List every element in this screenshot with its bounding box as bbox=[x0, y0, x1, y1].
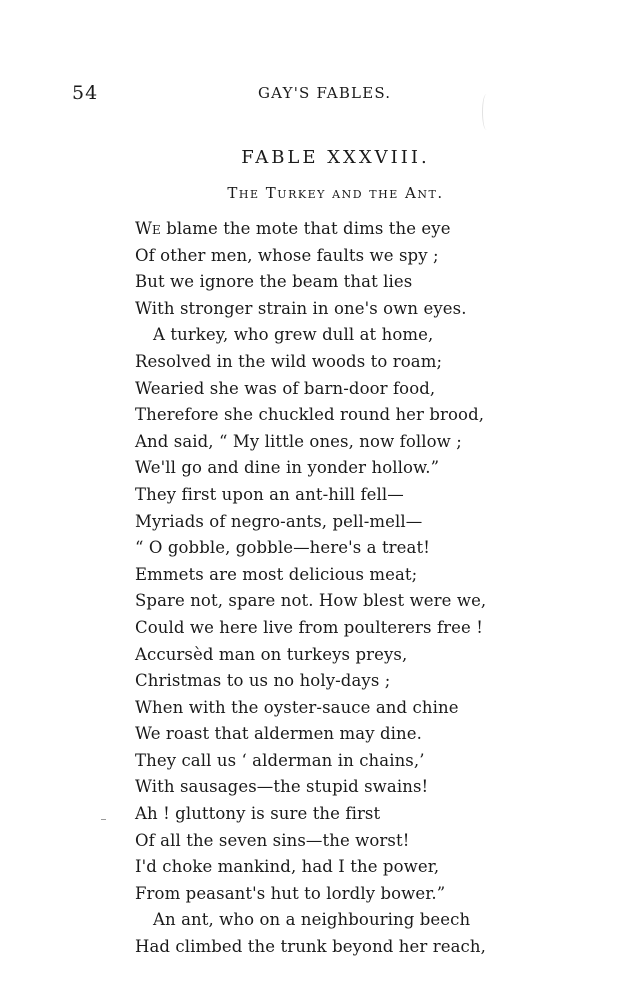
poem-line: Accursèd man on turkeys preys, bbox=[135, 644, 408, 664]
poem-line: But we ignore the beam that lies bbox=[135, 272, 413, 292]
running-head bbox=[72, 82, 547, 106]
paper-crease-mark bbox=[482, 94, 491, 130]
poem-line: Christmas to us no holy-days ; bbox=[135, 671, 391, 691]
poem-line: We'll go and dine in yonder hollow.” bbox=[135, 458, 440, 478]
poem-line: Therefore she chuckled round her brood, bbox=[135, 405, 485, 425]
poem-line: With stronger strain in one's own eyes. bbox=[135, 298, 467, 318]
opening-word: We bbox=[135, 219, 161, 238]
poem-line: Ah ! gluttony is sure the first bbox=[135, 804, 381, 824]
opening-line-rest: blame the mote that dims the eye bbox=[160, 219, 451, 238]
poem-line: Myriads of negro-ants, pell-mell— bbox=[135, 511, 423, 531]
poem-line: They first upon an ant-hill fell— bbox=[135, 484, 404, 504]
fable-heading: FABLE XXXVIII. bbox=[241, 147, 430, 168]
poem-line: Could we here live from poulterers free ! bbox=[135, 617, 483, 637]
poem-line: Had climbed the trunk beyond her reach, bbox=[135, 937, 486, 957]
poem-line: I'd choke mankind, had I the power, bbox=[135, 857, 440, 877]
poem-line: When with the oyster-sauce and chine bbox=[135, 697, 459, 717]
stray-ink-mark bbox=[101, 819, 106, 820]
poem-line bbox=[135, 216, 515, 243]
poem-line: Resolved in the wild woods to roam; bbox=[135, 351, 443, 371]
poem-line: Of other men, whose faults we spy ; bbox=[135, 245, 439, 265]
poem-line: “ O gobble, gobble—here's a treat! bbox=[135, 538, 430, 558]
book-title: GAY'S FABLES. bbox=[258, 84, 392, 102]
poem-line: Emmets are most delicious meat; bbox=[135, 564, 418, 584]
poem-line: A turkey, who grew dull at home, bbox=[153, 325, 434, 345]
fable-subtitle: The Turkey and the Ant. bbox=[227, 184, 444, 202]
poem-line: We roast that aldermen may dine. bbox=[135, 724, 422, 744]
poem-line: From peasant's hut to lordly bower.” bbox=[135, 883, 446, 903]
poem-line: With sausages—the stupid swains! bbox=[135, 777, 429, 797]
poem-line: They call us ‘ alderman in chains,’ bbox=[135, 750, 425, 770]
poem-line: Of all the seven sins—the worst! bbox=[135, 830, 410, 850]
poem-line: Wearied she was of barn-door food, bbox=[135, 378, 436, 398]
poem-line: And said, “ My little ones, now follow ; bbox=[135, 431, 462, 451]
poem-line: An ant, who on a neighbouring beech bbox=[153, 910, 471, 930]
page-number: 54 bbox=[72, 82, 99, 104]
poem-text bbox=[135, 216, 515, 961]
poem-line: Spare not, spare not. How blest were we, bbox=[135, 591, 487, 611]
